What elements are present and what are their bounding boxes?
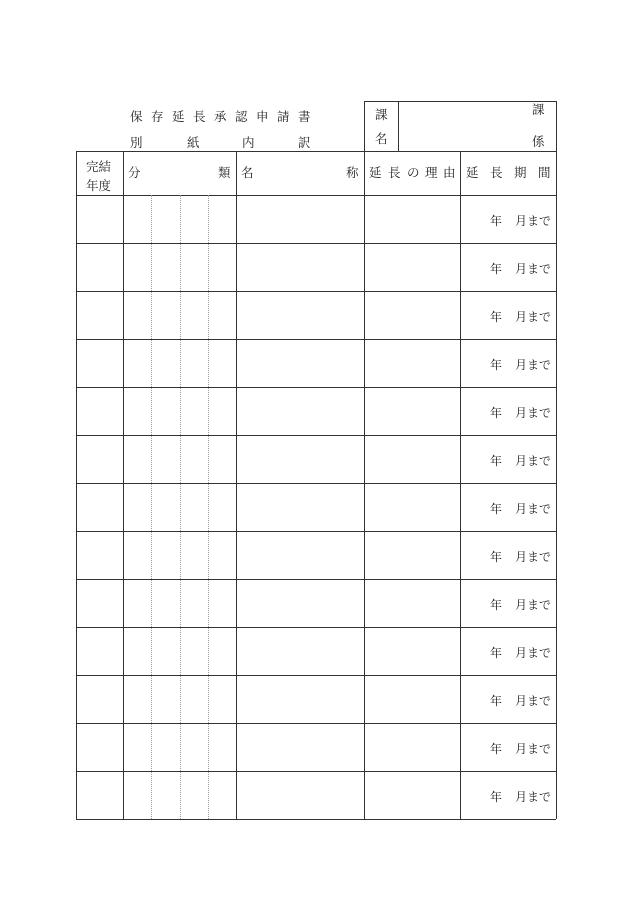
period-year-label: 年	[490, 310, 503, 324]
period-char: 間	[538, 165, 551, 180]
mei-label: 名	[375, 131, 388, 146]
reason-char: 理	[425, 165, 438, 180]
period-month-label: 月まで	[515, 694, 552, 708]
dept-box-top	[364, 101, 556, 102]
table-left-border	[76, 151, 77, 819]
header-reason	[369, 167, 459, 183]
row-bottom-border	[76, 483, 556, 484]
period-month-label: 月まで	[515, 358, 552, 372]
header-year	[86, 157, 111, 195]
col-divider-year	[123, 151, 124, 819]
period-char: 延	[466, 165, 479, 180]
dept-box-left	[364, 101, 365, 151]
reason-char: 長	[388, 165, 401, 180]
period-month-label: 月まで	[515, 790, 552, 804]
period-char: 長	[490, 165, 503, 180]
header-year-line2: 年度	[86, 178, 112, 193]
table-right-border	[556, 151, 557, 819]
col-divider-reason	[460, 151, 461, 819]
title-char: 延	[172, 109, 185, 124]
section-kakari-label: 係	[532, 134, 545, 149]
subtitle-char: 内	[242, 135, 255, 150]
reason-char: 延	[369, 165, 382, 180]
title-char: 書	[298, 109, 311, 124]
subtitle-char: 訳	[298, 135, 311, 150]
period-year-label: 年	[490, 502, 503, 516]
category-subdivider	[180, 195, 181, 819]
row-bottom-border	[76, 771, 556, 772]
period-month-label: 月まで	[515, 598, 552, 612]
dept-box-right	[556, 101, 557, 151]
period-month-label: 月まで	[515, 550, 552, 564]
title-char: 請	[277, 109, 290, 124]
row-bottom-border	[76, 435, 556, 436]
subtitle-char: 紙	[187, 135, 200, 150]
period-char: 期	[514, 165, 527, 180]
row-bottom-border	[76, 723, 556, 724]
title-char: 長	[193, 109, 206, 124]
row-bottom-border	[76, 387, 556, 388]
form-subtitle	[128, 133, 328, 149]
header-year-line1: 完結	[86, 159, 112, 174]
period-month-label: 月まで	[515, 406, 552, 420]
table-top-border	[76, 151, 556, 152]
period-year-label: 年	[490, 742, 503, 756]
row-bottom-border	[76, 243, 556, 244]
category-subdivider	[151, 195, 152, 819]
period-year-label: 年	[490, 262, 503, 276]
col-divider-category	[236, 151, 237, 819]
period-year-label: 年	[490, 646, 503, 660]
col-divider-name	[364, 151, 365, 819]
reason-char: 由	[443, 165, 456, 180]
header-name-2: 称	[346, 165, 359, 180]
period-year-label: 年	[490, 694, 503, 708]
form-title	[128, 107, 328, 123]
header-period	[466, 167, 556, 183]
title-char: 保	[130, 109, 143, 124]
period-month-label: 月まで	[515, 646, 552, 660]
row-bottom-border	[76, 579, 556, 580]
row-bottom-border	[76, 291, 556, 292]
title-char: 認	[235, 109, 248, 124]
period-month-label: 月まで	[515, 214, 552, 228]
period-year-label: 年	[490, 550, 503, 564]
title-char: 存	[151, 109, 164, 124]
period-year-label: 年	[490, 454, 503, 468]
period-year-label: 年	[490, 406, 503, 420]
category-subdivider	[208, 195, 209, 819]
section-ka-label: 課	[532, 102, 545, 117]
period-year-label: 年	[490, 214, 503, 228]
row-bottom-border	[76, 531, 556, 532]
title-char: 承	[214, 109, 227, 124]
row-bottom-border	[76, 819, 556, 820]
period-month-label: 月まで	[515, 262, 552, 276]
row-bottom-border	[76, 627, 556, 628]
header-bottom-border	[76, 195, 556, 196]
period-year-label: 年	[490, 598, 503, 612]
period-month-label: 月まで	[515, 310, 552, 324]
subtitle-char: 別	[130, 135, 143, 150]
reason-char: の	[407, 165, 420, 180]
period-month-label: 月まで	[515, 454, 552, 468]
header-category-2: 類	[218, 165, 231, 180]
header-name-1: 名	[241, 165, 254, 180]
title-char: 申	[256, 109, 269, 124]
dept-box-divider	[398, 101, 399, 151]
row-bottom-border	[76, 339, 556, 340]
period-year-label: 年	[490, 790, 503, 804]
period-month-label: 月まで	[515, 502, 552, 516]
row-bottom-border	[76, 675, 556, 676]
period-year-label: 年	[490, 358, 503, 372]
ka-label: 課	[375, 107, 388, 122]
header-category-1: 分	[128, 165, 141, 180]
period-month-label: 月まで	[515, 742, 552, 756]
